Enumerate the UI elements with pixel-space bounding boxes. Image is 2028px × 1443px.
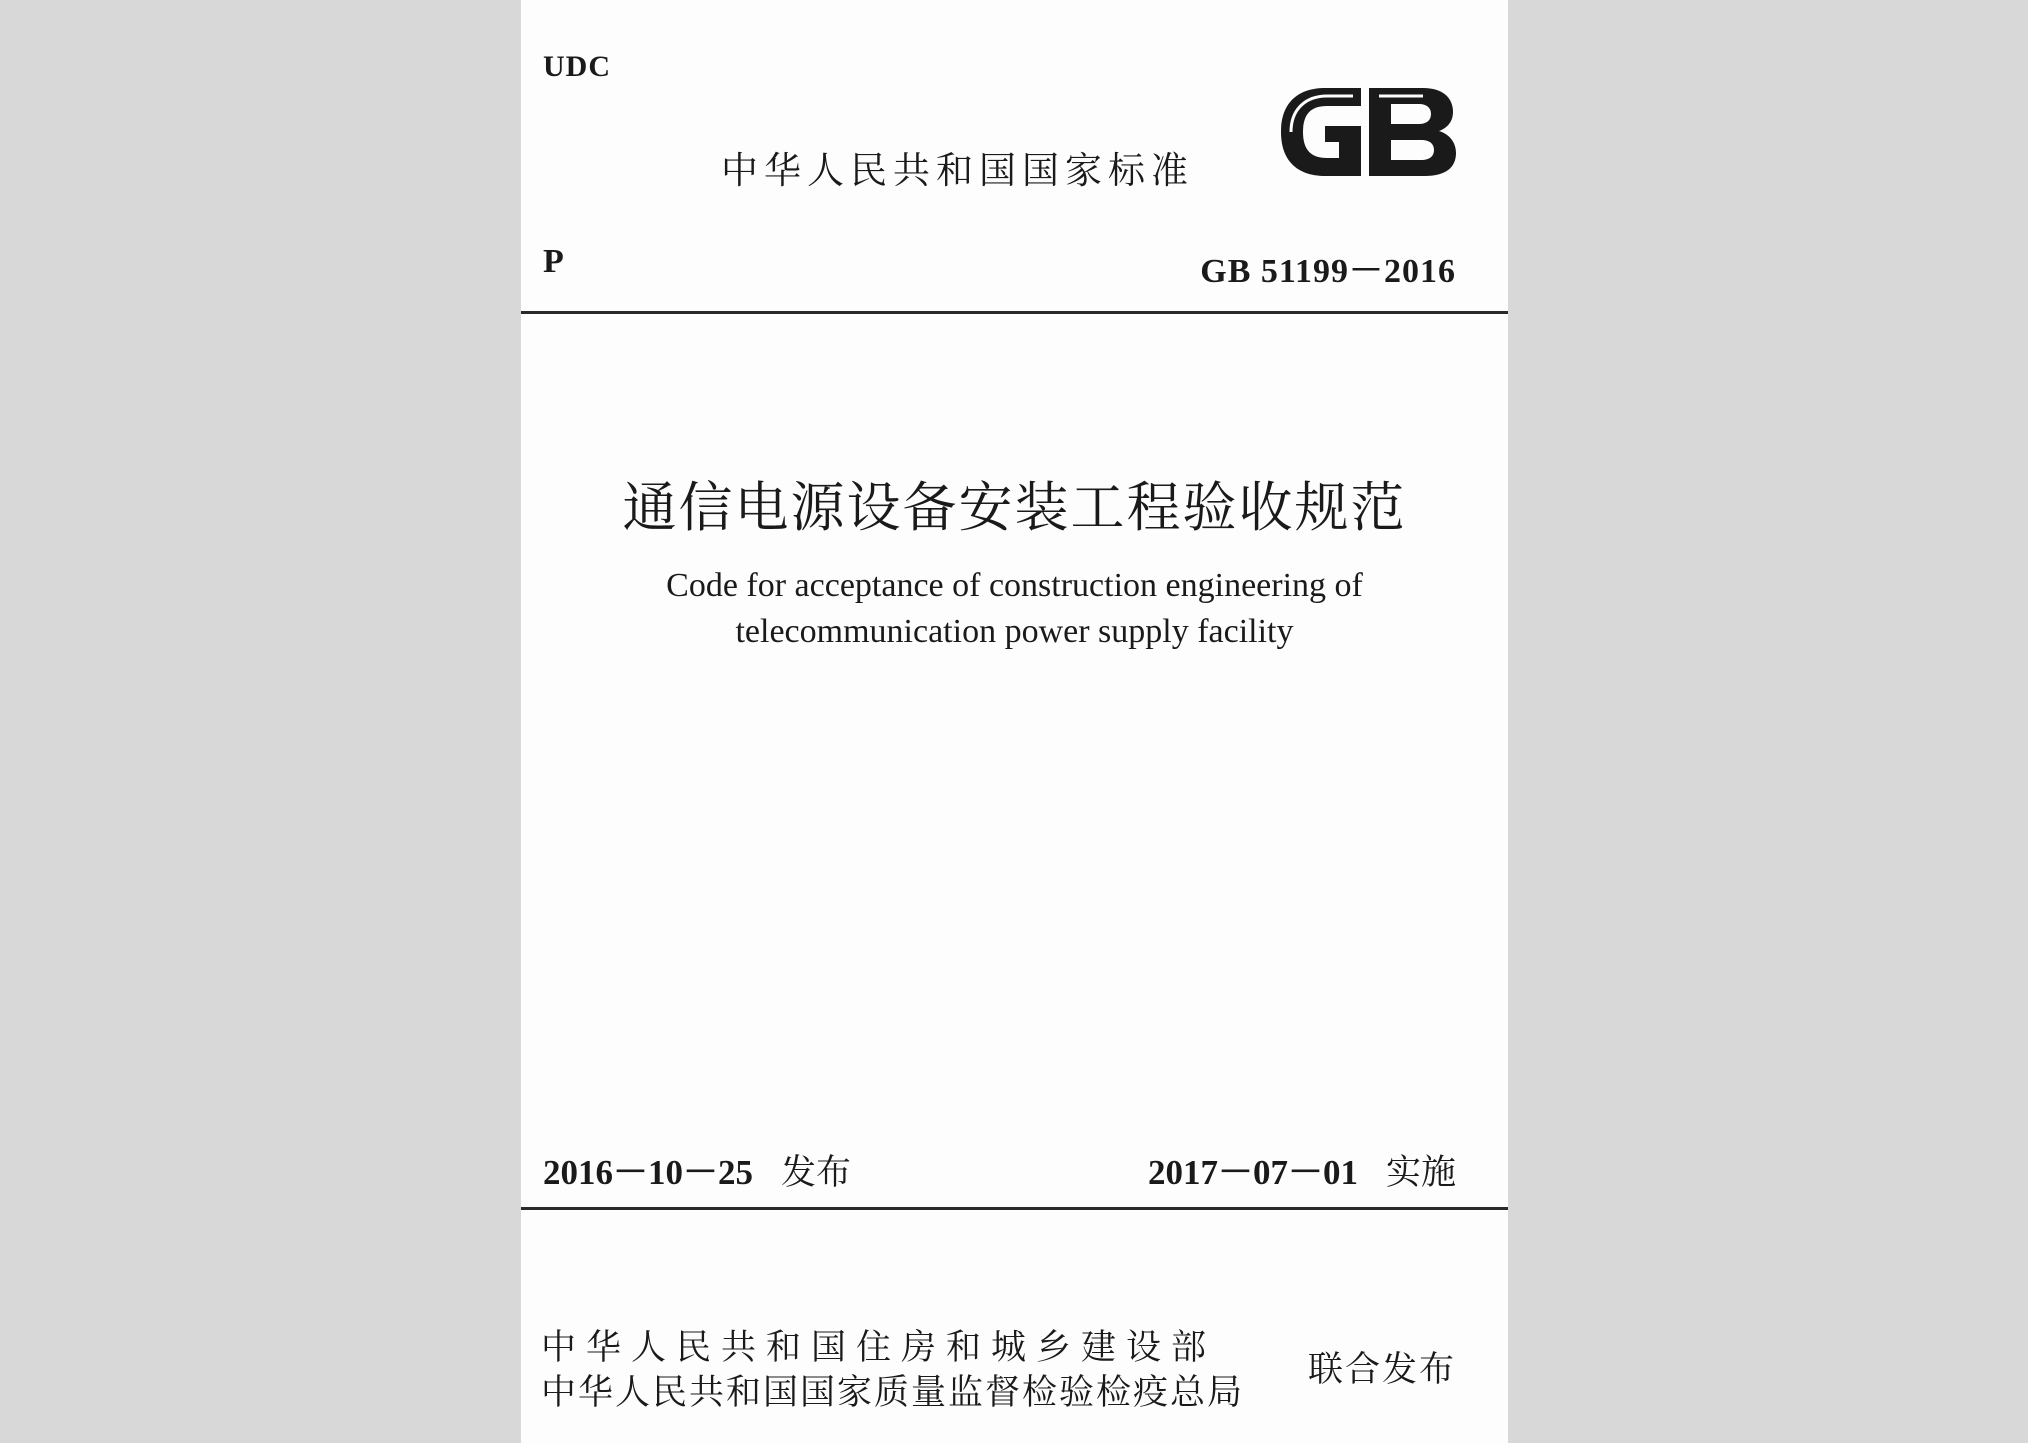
issuer-ministry: 中华人民共和国住房和城乡建设部 (541, 1328, 1217, 1368)
bottom-divider (521, 1207, 1508, 1210)
issuer-aqsiq: 中华人民共和国国家质量监督检验检疫总局 (541, 1373, 1245, 1413)
title-english-line-1: Code for acceptance of construction engineering of (666, 567, 1363, 604)
issue-date-row (543, 1145, 851, 1195)
standard-cover-page (521, 0, 1508, 1443)
gb-logo (1273, 82, 1458, 182)
classification-code: P (543, 243, 564, 280)
title-english (521, 563, 1508, 655)
joint-release-label: 联合发布 (1307, 1350, 1456, 1390)
implement-date: 2017－07－01 (1147, 1153, 1358, 1192)
implement-date-row (1148, 1145, 1456, 1195)
title-english-line-2: telecommunication power supply facility (735, 613, 1294, 650)
top-divider (521, 311, 1508, 314)
issue-word: 发布 (781, 1153, 852, 1193)
standard-number: GB 51199－2016 (1200, 253, 1456, 290)
national-standard-heading: 中华人民共和国国家标准 (721, 149, 1194, 192)
title-chinese: 通信电源设备安装工程验收规范 (622, 478, 1407, 538)
implement-word: 实施 (1385, 1153, 1456, 1193)
udc-label: UDC (543, 50, 611, 83)
issue-date: 2016－10－25 (543, 1153, 754, 1192)
